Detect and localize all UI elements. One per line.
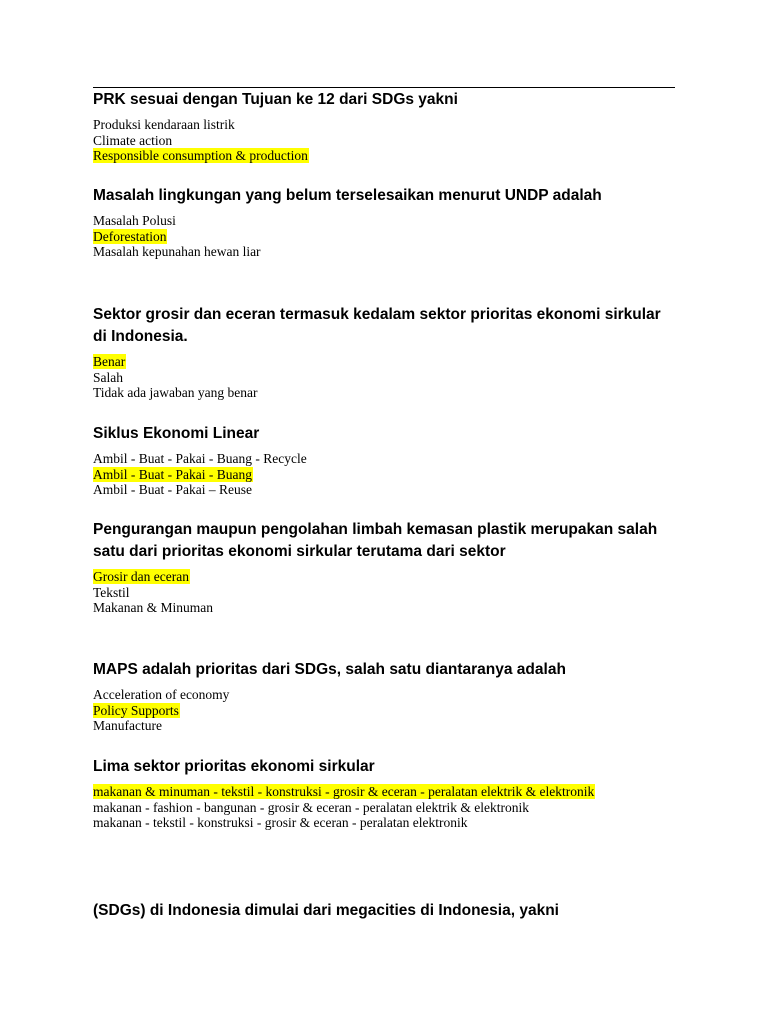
option-text: Manufacture <box>93 718 162 733</box>
option <box>93 133 675 149</box>
option-text: Policy Supports <box>93 702 179 718</box>
question-7 <box>93 756 675 831</box>
option-text: makanan - tekstil - konstruksi - grosir & eceran - peralatan elektronik <box>93 815 468 830</box>
option-text: Tidak ada jawaban yang benar <box>93 385 258 400</box>
question-title: MAPS adalah prioritas dari SDGs, salah satu diantaranya adalah <box>93 661 566 678</box>
option-text: Deforestation <box>93 228 167 244</box>
option <box>93 385 675 401</box>
option-text: Tekstil <box>93 584 130 600</box>
option <box>93 213 675 229</box>
question-8 <box>93 900 675 928</box>
options-list <box>93 451 675 498</box>
option <box>93 687 675 703</box>
option <box>93 451 675 467</box>
question-title: Pengurangan maupun pengolahan limbah kemasan plastik merupakan salah satu dari prioritas ekonomi sirkular terutama dari sektor <box>93 521 658 560</box>
option <box>93 600 675 616</box>
option-text: Ambil - Buat - Pakai – Reuse <box>93 482 252 497</box>
option-highlighted <box>93 354 675 370</box>
option-text: makanan - fashion - bangunan - grosir & eceran - peralatan elektrik & elektronik <box>93 799 529 815</box>
question-4 <box>93 423 675 498</box>
question-title: Masalah lingkungan yang belum terselesaikan menurut UNDP adalah <box>93 187 602 204</box>
question-title: (SDGs) di Indonesia dimulai dari megacities di Indonesia, yakni <box>93 902 559 919</box>
option <box>93 800 675 816</box>
option <box>93 117 675 133</box>
option-text: Ambil - Buat - Pakai - Buang - Recycle <box>93 451 307 466</box>
options-list <box>93 117 675 164</box>
question-1 <box>93 89 675 164</box>
option-highlighted <box>93 467 675 483</box>
question-3 <box>93 304 675 401</box>
option-text: Salah <box>93 369 123 385</box>
top-divider <box>93 87 675 88</box>
option-text: Masalah Polusi <box>93 213 176 228</box>
option-text: Makanan & Minuman <box>93 600 213 615</box>
option-text: Masalah kepunahan hewan liar <box>93 244 261 259</box>
option-highlighted <box>93 784 675 800</box>
options-list <box>93 354 675 401</box>
option <box>93 370 675 386</box>
option-highlighted <box>93 148 675 164</box>
question-title: Siklus Ekonomi Linear <box>93 425 260 442</box>
option-text: Ambil - Buat - Pakai - Buang <box>93 466 252 482</box>
question-title: PRK sesuai dengan Tujuan ke 12 dari SDGs yakni <box>93 91 458 108</box>
question-6 <box>93 659 675 734</box>
option-text: Benar <box>93 354 126 369</box>
options-list <box>93 687 675 734</box>
option <box>93 482 675 498</box>
question-title: Sektor grosir dan eceran termasuk kedalam sektor prioritas ekonomi sirkular di Indonesia. <box>93 306 661 345</box>
options-list <box>93 569 675 616</box>
option-highlighted <box>93 569 675 585</box>
option-text: Responsible consumption & production <box>93 148 308 163</box>
option-text: Climate action <box>93 132 173 148</box>
option <box>93 244 675 260</box>
option <box>93 585 675 601</box>
question-5 <box>93 519 675 616</box>
option-text: makanan & minuman - tekstil - konstruksi - grosir & eceran - peralatan elektrik & elektronik <box>93 784 595 799</box>
question-2 <box>93 185 675 260</box>
option-highlighted <box>93 229 675 245</box>
question-title: Lima sektor prioritas ekonomi sirkular <box>93 758 375 775</box>
option-highlighted <box>93 703 675 719</box>
option <box>93 718 675 734</box>
option-text: Produksi kendaraan listrik <box>93 117 235 132</box>
options-list <box>93 784 675 831</box>
option-text: Grosir dan eceran <box>93 569 189 584</box>
options-list <box>93 213 675 260</box>
option <box>93 815 675 831</box>
option-text: Acceleration of economy <box>93 687 230 702</box>
